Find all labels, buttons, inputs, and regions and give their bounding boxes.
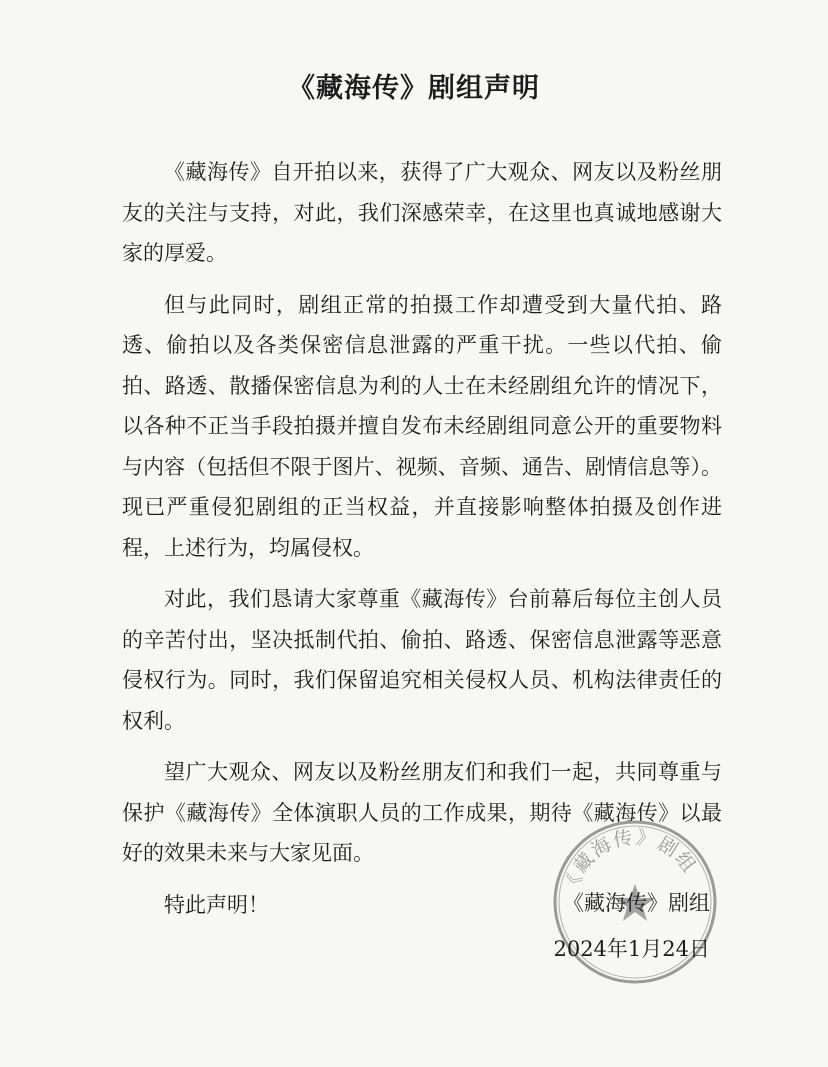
closing-line: 特此声明！ — [164, 892, 269, 917]
paragraph-3: 对此，我们恳请大家尊重《藏海传》台前幕后每位主创人员的辛苦付出，坚决抵制代拍、偷拍、路透、保密信息泄露等恶意侵权行为。同时，我们保留追究相关侵权人员、机构法律责任的权利。 — [122, 587, 722, 733]
paragraph-2: 但与此同时，剧组正常的拍摄工作却遭受到大量代拍、路透、偷拍以及各类保密信息泄露的严重干扰。一些以代拍、偷拍、路透、散播保密信息为利的人士在未经剧组允许的情况下，以各种不正当手段拍摄并擅自发布未经剧组同意公开的重要物料与内容（包括但不限于图片、视频、音频、通告、剧情信息等）。现已严重侵犯剧组的正当权益，并直接影响整体拍摄及创作进程，上述行为，均属侵权。 — [122, 292, 722, 560]
svg-text:《藏海传》剧组: 《藏海传》剧组 — [560, 826, 701, 897]
document-title: 《藏海传》剧组声明 — [288, 73, 540, 104]
signature-block — [553, 880, 710, 972]
document-body — [122, 152, 722, 925]
signature-name: 《藏海传》剧组 — [563, 891, 710, 915]
paragraph-4: 望广大观众、网友以及粉丝朋友们和我们一起，共同尊重与保护《藏海传》全体演职人员的工作成果，期待《藏海传》以最好的效果未来与大家见面。 — [122, 760, 722, 865]
signature-date: 2024年1月24日 — [553, 937, 710, 961]
paragraph-1: 《藏海传》自开拍以来，获得了广大观众、网友以及粉丝朋友的关注与支持，对此，我们深感荣幸，在这里也真诚地感谢大家的厚爱。 — [122, 160, 722, 265]
